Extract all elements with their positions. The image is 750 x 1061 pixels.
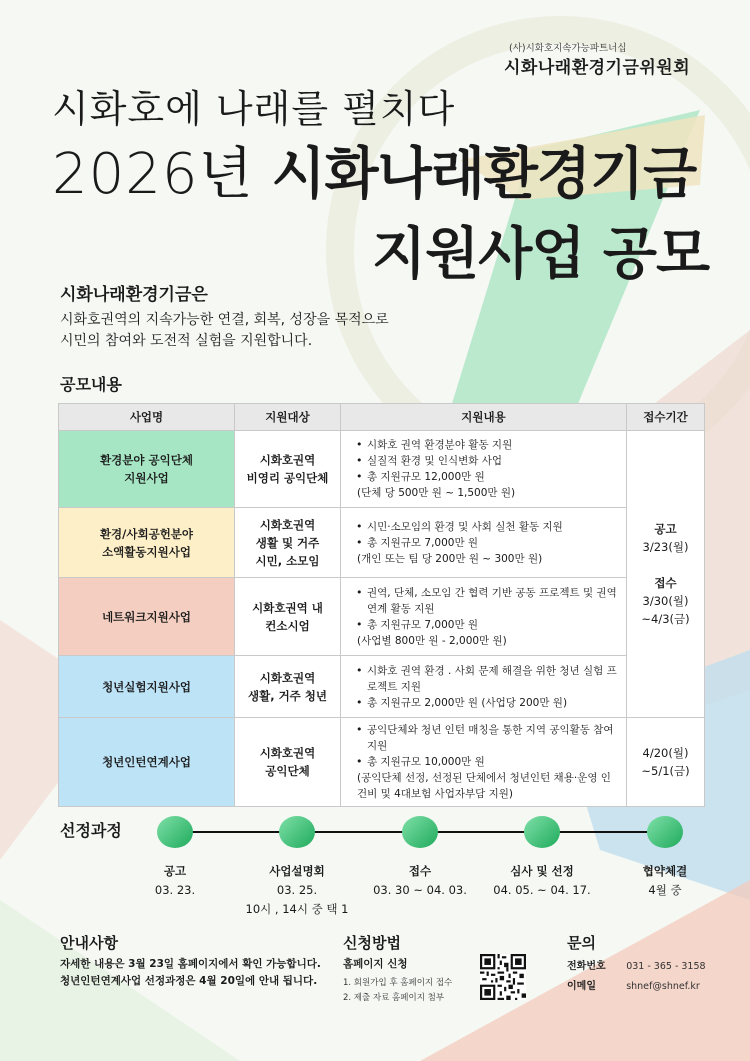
recruit-section-title: 공모내용 bbox=[60, 375, 122, 394]
email-value[interactable]: shnef@shnef.kr bbox=[626, 981, 700, 992]
info-line: 청년인턴연계사업 선정과정은 4월 20일에 안내 됩니다. bbox=[60, 975, 318, 987]
program-name-line: 청년인턴연계사업 bbox=[102, 755, 191, 769]
program-name-line: 환경분야 공익단체 bbox=[100, 453, 193, 467]
step-title: 공고 bbox=[163, 864, 187, 878]
phone-label: 전화번호 bbox=[567, 961, 606, 972]
col-header-name: 사업명 bbox=[59, 404, 235, 431]
process-step bbox=[595, 862, 735, 900]
content-item: • 시화호 권역 환경 . 사회 문제 해결을 위한 청년 실험 프로젝트 지원 bbox=[367, 663, 620, 695]
program-name bbox=[59, 656, 235, 718]
col-header-period: 접수기간 bbox=[627, 404, 705, 431]
step-date: 4월 중 bbox=[648, 883, 682, 897]
period-last bbox=[627, 718, 705, 807]
program-name-line: 네트워크지원사업 bbox=[102, 609, 191, 624]
target-line: 생활 및 거주 bbox=[255, 535, 320, 550]
apply-step: 1. 회원가입 후 홈페이지 접수 bbox=[343, 978, 453, 988]
apply-method: 홈페이지 신청 bbox=[343, 958, 408, 970]
step-title: 사업설명회 bbox=[269, 864, 325, 878]
period-date: ~5/1(금) bbox=[641, 764, 690, 778]
content-item: • 권역, 단체, 소모임 간 협력 기반 공동 프로젝트 및 권역 연계 활동 지원 bbox=[367, 585, 620, 617]
program-content bbox=[341, 431, 627, 508]
table-row bbox=[59, 656, 705, 718]
period-date: ~4/3(금) bbox=[641, 612, 690, 626]
headline-title bbox=[52, 130, 696, 210]
content-item: • 시화호 권역 환경분야 활동 지원 bbox=[367, 437, 620, 453]
content-item: • 총 지원규모 7,000만 원 bbox=[367, 617, 620, 633]
info-title: 안내사항 bbox=[60, 934, 118, 952]
program-name bbox=[59, 508, 235, 578]
step-extra: 10시 , 14시 중 택 1 bbox=[245, 902, 349, 916]
process-dot bbox=[524, 816, 560, 848]
intro-title: 시화나래환경기금은 bbox=[60, 285, 208, 305]
info-line: 자세한 내용은 3월 23일 홈페이지에서 확인 가능합니다. bbox=[60, 958, 321, 970]
intro-text bbox=[60, 310, 440, 352]
table-row bbox=[59, 718, 705, 807]
target-line: 시화호권역 bbox=[259, 670, 316, 685]
program-name bbox=[59, 431, 235, 508]
target-line: 공익단체 bbox=[265, 764, 310, 778]
step-date: 04. 05. ~ 04. 17. bbox=[493, 883, 591, 897]
contact-phone-row bbox=[567, 957, 706, 972]
headline-year: 2026년 bbox=[52, 142, 254, 207]
period-date: 4/20(월) bbox=[642, 746, 689, 760]
headline-fund-name: 시화나래환경기금 bbox=[271, 142, 697, 207]
headline-slogan: 시화호에 나래를 펼치다 bbox=[52, 87, 456, 131]
org-name-small: (사)시화호지속가능파트너십 bbox=[509, 43, 627, 54]
col-header-target: 지원대상 bbox=[235, 404, 341, 431]
process-dot bbox=[402, 816, 438, 848]
program-content bbox=[341, 718, 627, 807]
process-step bbox=[105, 862, 245, 900]
period-date: 3/30(월) bbox=[642, 594, 689, 608]
process-step bbox=[350, 862, 490, 900]
step-date: 03. 23. bbox=[154, 883, 196, 897]
content-item: • 총 지원규모 2,000만 원 (사업당 200만 원) bbox=[367, 695, 620, 711]
program-target bbox=[235, 718, 341, 807]
period-label-apply: 접수 bbox=[654, 576, 677, 590]
process-section-title: 선정과정 bbox=[60, 821, 122, 840]
process-dot bbox=[157, 816, 193, 848]
target-line: 시화호권역 bbox=[259, 517, 316, 532]
period-date: 3/23(월) bbox=[642, 540, 689, 554]
step-date: 03. 30 ~ 04. 03. bbox=[373, 883, 467, 897]
step-title: 심사 및 선정 bbox=[510, 864, 574, 878]
apply-steps bbox=[343, 976, 452, 1006]
table-row bbox=[59, 578, 705, 656]
program-target bbox=[235, 578, 341, 656]
content-item: • 총 지원규모 10,000만 원 bbox=[367, 754, 620, 770]
content-item: • 공익단체와 청년 인턴 매칭을 통한 지역 공익활동 참여 지원 bbox=[367, 722, 620, 754]
content-item: • 총 지원규모 12,000만 원 bbox=[367, 469, 620, 485]
email-label: 이메일 bbox=[567, 981, 596, 992]
process-dot bbox=[647, 816, 683, 848]
contact-title: 문의 bbox=[567, 934, 596, 952]
target-line: 시화호권역 bbox=[259, 746, 316, 760]
recruit-table bbox=[58, 403, 705, 807]
org-name: 시화나래환경기금위원회 bbox=[504, 58, 691, 78]
process-step bbox=[227, 862, 367, 919]
intro-line: 시민의 참여와 도전적 실험을 지원합니다. bbox=[60, 333, 313, 349]
period-label-notice: 공고 bbox=[654, 522, 677, 536]
program-name bbox=[59, 578, 235, 656]
program-content bbox=[341, 656, 627, 718]
headline-subtitle: 지원사업 공모 bbox=[372, 222, 710, 287]
program-name bbox=[59, 718, 235, 807]
content-item: • 실질적 환경 및 인식변화 사업 bbox=[367, 453, 620, 469]
content-item: • 총 지원규모 7,000만 원 bbox=[367, 535, 620, 551]
program-target bbox=[235, 656, 341, 718]
target-line: 컨소시엄 bbox=[265, 618, 310, 633]
phone-value[interactable]: 031 - 365 - 3158 bbox=[626, 961, 706, 972]
target-line: 비영리 공익단체 bbox=[246, 471, 329, 485]
table-header-row bbox=[59, 404, 705, 431]
program-content bbox=[341, 508, 627, 578]
program-name-line: 청년실험지원사업 bbox=[102, 679, 191, 694]
program-content bbox=[341, 578, 627, 656]
content-note: (사업별 800만 원 - 2,000만 원) bbox=[357, 634, 507, 647]
period-shared bbox=[627, 431, 705, 718]
program-target bbox=[235, 508, 341, 578]
target-line: 시화호권역 내 bbox=[252, 600, 323, 615]
qr-code-icon[interactable] bbox=[480, 954, 526, 1000]
info-text bbox=[60, 956, 321, 990]
target-line: 시민, 소모임 bbox=[255, 553, 320, 568]
content-item: • 시민·소모임의 환경 및 사회 실천 활동 지원 bbox=[367, 519, 620, 535]
target-line: 생활, 거주 청년 bbox=[247, 688, 328, 703]
apply-step: 2. 제출 자료 홈페이지 첨부 bbox=[343, 993, 445, 1003]
step-title: 접수 bbox=[408, 864, 432, 878]
table-row bbox=[59, 508, 705, 578]
process-dot bbox=[279, 816, 315, 848]
target-line: 시화호권역 bbox=[259, 453, 316, 467]
table-row bbox=[59, 431, 705, 508]
intro-line: 시화호권역의 지속가능한 연결, 회복, 성장을 목적으로 bbox=[60, 312, 389, 328]
contact-email-row bbox=[567, 977, 700, 992]
process-step bbox=[472, 862, 612, 900]
col-header-content: 지원내용 bbox=[341, 404, 627, 431]
program-name-line: 소액활동지원사업 bbox=[102, 544, 191, 559]
step-date: 03. 25. bbox=[276, 883, 318, 897]
content-note: (단체 당 500만 원 ~ 1,500만 원) bbox=[357, 487, 516, 499]
apply-title: 신청방법 bbox=[343, 934, 401, 952]
program-name-line: 환경/사회공헌분야 bbox=[99, 526, 194, 541]
program-name-line: 지원사업 bbox=[124, 471, 169, 485]
program-target bbox=[235, 431, 341, 508]
step-title: 협약체결 bbox=[642, 864, 688, 878]
content-note: (개인 또는 팀 당 200만 원 ~ 300만 원) bbox=[357, 552, 543, 565]
content-note: (공익단체 선정, 선정된 단체에서 청년인턴 채용·운영 인건비 및 4대보험 사업자부담 지원) bbox=[357, 772, 611, 800]
